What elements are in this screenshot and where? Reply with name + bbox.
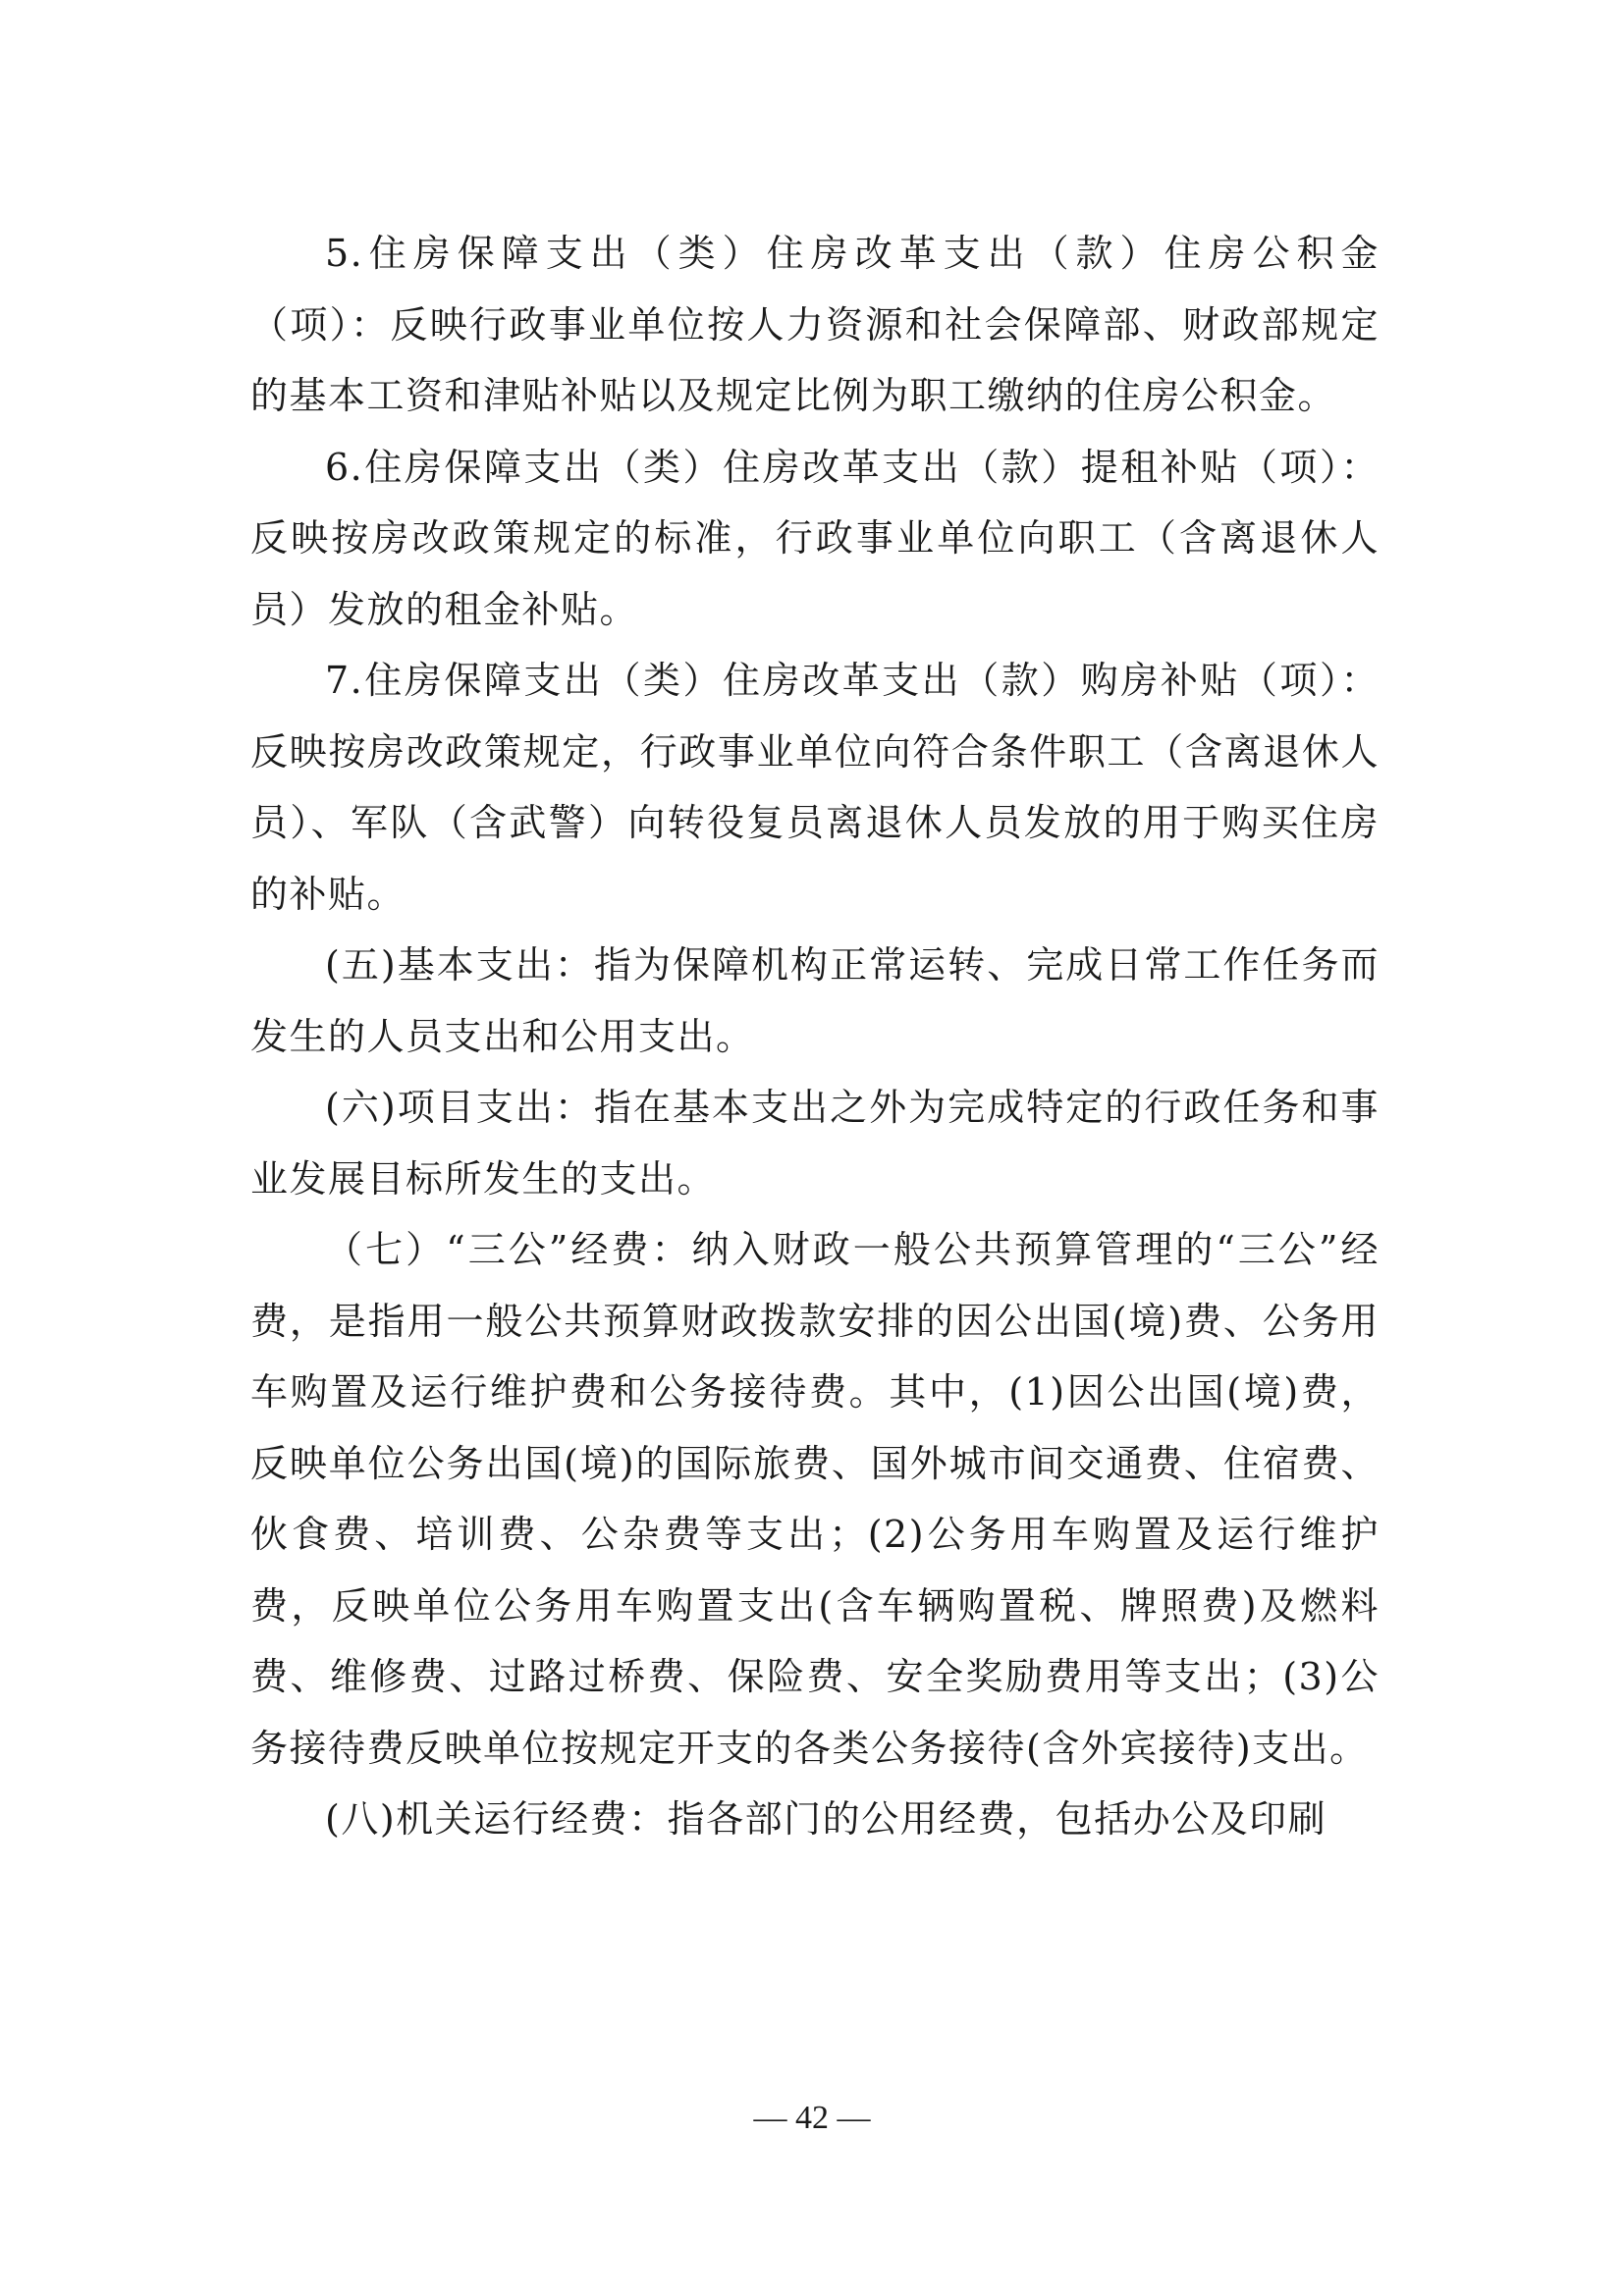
paragraph-project-expenditure: (六)项目支出：指在基本支出之外为完成特定的行政任务和事业发展目标所发生的支出。 — [250, 1086, 1380, 1201]
paragraph-housing-purchase-subsidy: 7.住房保障支出（类）住房改革支出（款）购房补贴（项）：反映按房改政策规定，行政事业单位向符合条件职工（含离退休人员）、军队（含武警）向转役复员离退休人员发放的用于购买住房的补贴。 — [250, 659, 1380, 916]
paragraph-rent-subsidy: 6.住房保障支出（类）住房改革支出（款）提租补贴（项）：反映按房改政策规定的标准，行政事业单位向职工（含离退休人员）发放的租金补贴。 — [250, 445, 1380, 631]
paragraph-three-public-expenses: （七）“三公”经费：纳入财政一般公共预算管理的“三公”经费，是指用一般公共预算财政拨款安排的因公出国(境)费、公务用车购置及运行维护费和公务接待费。其中，(1)因公出国(境)费，反映单位公务出国(境)的国际旅费、国外城市间交通费、住宿费、伙食费、培训费、公杂费等支出；(2)公务用车购置及运行维护费，反映单位公务用车购置支出(含车辆购置税、牌照费)及燃料费、维修费、过路过桥费、保险费、安全奖励费用等支出；(3)公务接待费反映单位按规定开支的各类公务接待(含外宾接待)支出。 — [250, 1228, 1380, 1770]
paragraph-basic-expenditure: (五)基本支出：指为保障机构正常运转、完成日常工作任务而发生的人员支出和公用支出。 — [250, 943, 1380, 1058]
page-number: — 42 — — [753, 2100, 871, 2136]
document-body — [250, 218, 1380, 1855]
paragraph-housing-fund: 5.住房保障支出（类）住房改革支出（款）住房公积金（项）：反映行政事业单位按人力资源和社会保障部、财政部规定的基本工资和津贴补贴以及规定比例为职工缴纳的住房公积金。 — [250, 232, 1380, 417]
paragraph-agency-operating-expenses: (八)机关运行经费：指各部门的公用经费，包括办公及印刷 — [325, 1797, 1327, 1841]
